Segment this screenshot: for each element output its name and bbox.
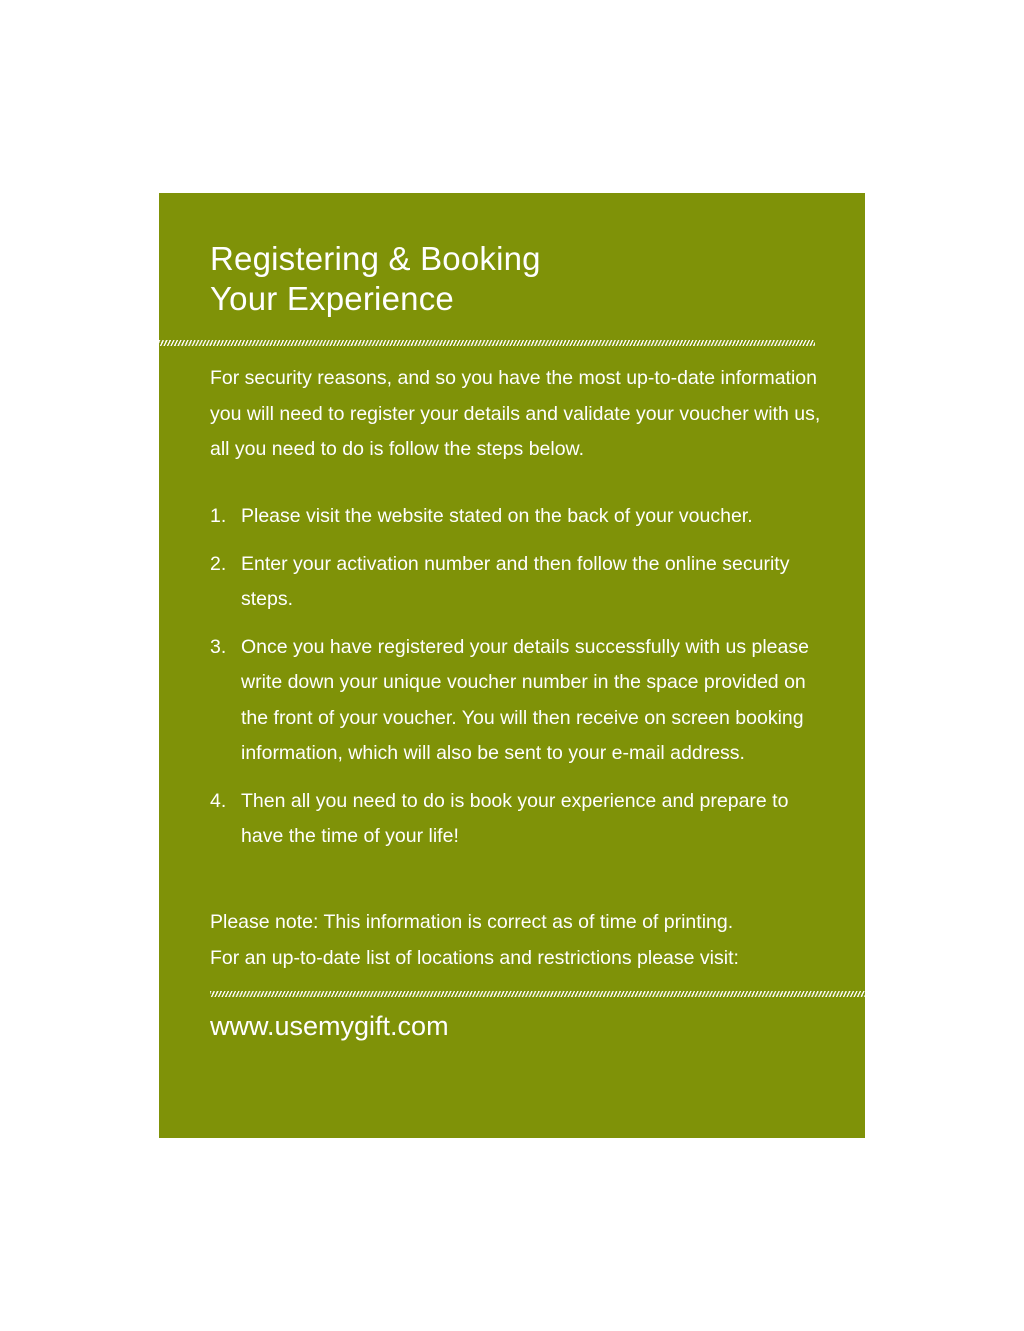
- list-item: [210, 547, 830, 618]
- info-card: [159, 193, 865, 1138]
- note-line-1: Please note: This information is correct as of time of printing.: [210, 911, 734, 933]
- title-line-1: Registering & Booking: [210, 240, 541, 277]
- step-number: 1.: [210, 505, 227, 527]
- step-text: Then all you need to do is book your experience and prepare to have the time of your life!: [241, 789, 789, 847]
- title-line-2: Your Experience: [210, 280, 454, 317]
- hatched-divider-bottom: [210, 991, 865, 997]
- intro-paragraph: For security reasons, and so you have the most up-to-date information you will need to register your details and validate your voucher with us, all you need to do is follow the steps below.: [210, 367, 821, 460]
- list-item: [210, 784, 830, 855]
- website-link[interactable]: www.usemygift.com: [210, 1011, 449, 1041]
- step-number: 3.: [210, 635, 227, 658]
- step-number: 2.: [210, 552, 227, 575]
- list-item: [210, 630, 830, 772]
- step-text: Please visit the website stated on the back of your voucher.: [241, 505, 753, 527]
- hatched-divider-top: [159, 340, 815, 346]
- list-item: [210, 499, 830, 535]
- page-title: [210, 239, 541, 319]
- step-number: 4.: [210, 789, 227, 812]
- note-paragraph: [210, 905, 830, 976]
- step-text: Enter your activation number and then follow the online security steps.: [241, 552, 790, 610]
- step-text: Once you have registered your details successfully with us please write down your unique voucher number in the space provided on the front of your voucher. You will then receive on screen booking information, which will also be sent to your e-mail address.: [241, 635, 809, 764]
- note-line-2: For an up-to-date list of locations and restrictions please visit:: [210, 946, 739, 969]
- steps-list: [210, 499, 830, 867]
